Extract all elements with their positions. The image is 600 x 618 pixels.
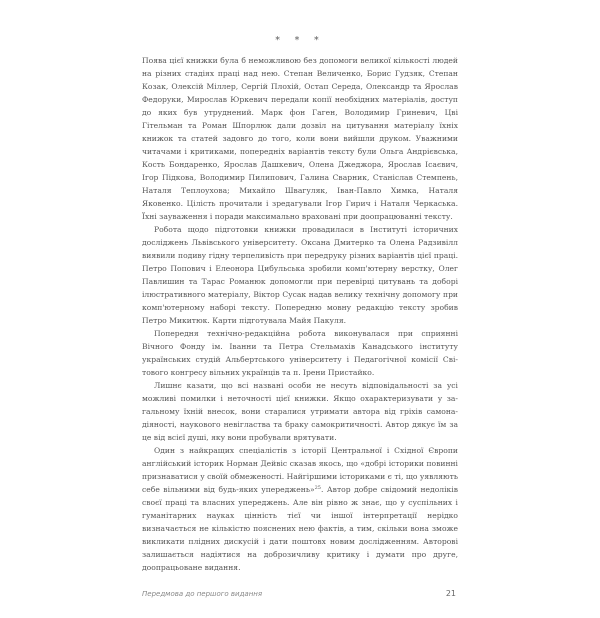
paragraph-responsibility: Лишнє казати, що всі названі особи не несуть відповідальності за усі можливі помилки і неточності цієї книжки. Якщо охарактеризувати у загальному їхній внесок, вони старалися утримати автора від гріхів самонадіяності, наукового невігластва та браку самокритичності. Автор дякує їм за це від всієї душі, яку вони пробували врятувати. — [142, 381, 458, 442]
page-footer — [142, 588, 458, 600]
section-separator: * * * — [275, 36, 325, 46]
quote-text-before: Один з найкращих спеціалістів з історії Центральної і Східної Європи англійський історик Норман Дейвіс сказав якось, що «добрі історики повинні признаватися у своїй обмеженості. Найгіршими істориками є ті, що уявляють себе вільними від будь-яких упереджень» — [142, 446, 458, 494]
page-number: 21 — [445, 589, 456, 598]
quote-text-after: . Автор добре свідомий недоліків своєї праці та власних упереджень. Але він рівно ж знає, що у суспільних і гуманітарних науках цінність тієї чи іншої інтерпретації нерідко визначається не кількістю пояснених нею фактів, а тим, скільки вона зможе викликати плідних дискусій і дати поштовх новим дослідженням. Авторові залишається надіятися на доброзичливу критику і думати про друге, доопрацьоване видання. — [142, 485, 458, 572]
running-title: Передмова до першого видання — [142, 590, 263, 598]
footnote-reference[interactable]: 25 — [314, 485, 321, 491]
paragraph-acknowledgements-readers: Поява цієї книжки була б неможливою без допомоги великої кількості людей на різних стадіях праці над нею. Степан Величенко, Борис Гудзяк, Степан Козак, Олексій Міллер, Сергій Плохій, Остап Середа, Олександр та Ярослав Федоруки, Мирослав Юркевич передали копії необхідних матеріалів, доступ до яких був утруднений. Марк фон Гаген, Володимир Гриневич, Цві Гітельман та Роман Шпорлюк дали дозвіл на цитування матеріалу їхніх книжок та статей задовго до того, коли вони вийшли друком. Уважними читачами і критиками, попередніх варіантів тексту були Ольга Андрієвська, Кость Бондаренко, Ярослав Дашкевич, Олена Джеджора, Ярослав Ісаєвич, Ігор Підкова, Володимир Пилипович, Галина Сварник, Станіслав Стемпень, Наталя Теплоухова; Михайло Швагуляк, Іван-Павло Химка, Наталя Яковенко. Цілість прочитали і зредагували Ігор Гирич і Наталя Черкаська. Їхні зауваження і поради максимально враховані при доопрацюванні тексту. — [142, 56, 458, 221]
paragraph-acknowledgements-institute: Робота щодо підготовки книжки провадилася в Інституті історичних досліджень Львівського університету. Оксана Дмитерко та Олена Радзивілл виявили подиву гідну терпеливість при передруку різних варіантів цієї праці. Петро Попович і Елеонора Цибульська зробили комп'ютерну верстку, Олег Павлишин та Тарас Романюк допомогли при перевірці цитувань та доборі ілюстративного матеріалу, Віктор Сусак надав велику технічну допомогу при комп'ютерному наборі тексту. Попередню мовну редакцію тексту зробив Петро Микитюк. Карти підготувала Майя Пакуля. — [142, 225, 458, 325]
paragraph-acknowledgements-funding: Попередня технічно-редакційна робота виконувалася при сприянні Вічного Фонду ім. Іванни та Петра Стельмахів Канадського інституту українських студій Альбертського університету і Педагогічної комісії Світового конгресу вільних українців та п. Ірени Пристайко. — [142, 329, 458, 377]
body-text — [142, 54, 458, 574]
paragraph-davies-quote — [142, 444, 458, 574]
